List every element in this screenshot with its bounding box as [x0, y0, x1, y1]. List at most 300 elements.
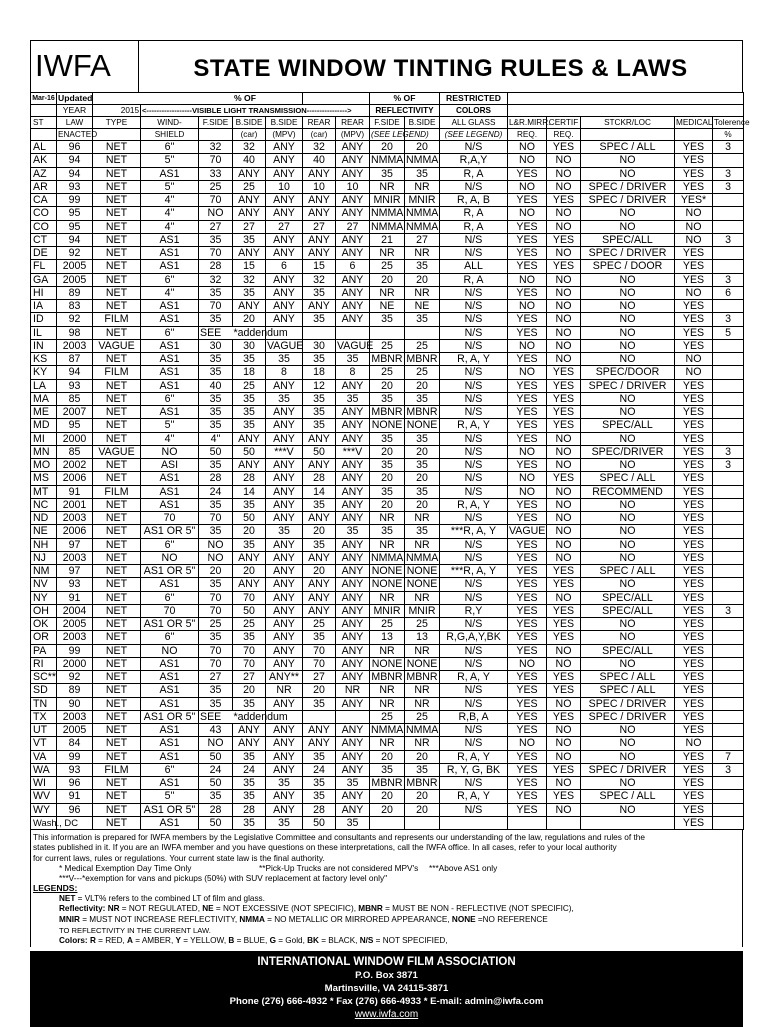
- rear-mpv-cell: 35: [336, 353, 370, 366]
- certif-req-cell: NO: [547, 247, 581, 260]
- rear-car-cell: 50: [303, 816, 336, 829]
- refl-front-side-cell: NONE: [370, 419, 405, 432]
- refl-front-side-cell: 35: [370, 432, 405, 445]
- certif-req-cell: [547, 816, 581, 829]
- back-side-car-cell: 35: [233, 498, 266, 511]
- medical-cell: YES: [675, 300, 713, 313]
- windshield-cell: 6": [141, 591, 199, 604]
- rear-car-cell: ANY: [303, 432, 336, 445]
- back-side-mpv-cell: ANY: [266, 419, 303, 432]
- back-side-car-cell: 27: [233, 220, 266, 233]
- rear-car-cell: 35: [303, 286, 336, 299]
- refl-back-side-cell: 35: [405, 167, 440, 180]
- sticker-location-cell: NO: [581, 618, 675, 631]
- rear-car-cell: 35: [303, 750, 336, 763]
- certif-req-cell: NO: [547, 432, 581, 445]
- refl-front-side-cell: NONE: [370, 565, 405, 578]
- medical-cell: NO: [675, 286, 713, 299]
- rear-mpv-cell: 10: [336, 180, 370, 193]
- windshield-cell: ASI: [141, 459, 199, 472]
- certif-req-cell: NO: [547, 750, 581, 763]
- tolerance-cell: [713, 512, 744, 525]
- certif-req-cell: NO: [547, 724, 581, 737]
- tolerance-cell: [713, 207, 744, 220]
- restricted-colors-cell: N/S: [440, 697, 508, 710]
- refl-back-side-cell: NMMA: [406, 220, 439, 233]
- restricted-colors-cell: N/S: [440, 445, 508, 458]
- tolerance-cell: [713, 247, 744, 260]
- windshield-cell: AS1 OR 5": [141, 803, 199, 816]
- front-side-cell: 70: [199, 512, 233, 525]
- state-cell: KY: [31, 366, 57, 379]
- windshield-cell: AS1: [141, 724, 199, 737]
- sticker-location-cell: SPEC / DRIVER: [581, 247, 675, 260]
- type-cell: NET: [93, 565, 141, 578]
- front-side-cell: 35: [199, 790, 233, 803]
- sticker-location-cell: NO: [581, 578, 675, 591]
- front-side-cell: 35: [199, 366, 233, 379]
- sticker-location-cell: SPEC/DOOR: [581, 366, 675, 379]
- type-cell: NET: [93, 207, 141, 220]
- sticker-location-cell: NO: [581, 326, 675, 339]
- restricted-colors-cell: N/S: [440, 300, 508, 313]
- rear-car-cell: ANY: [303, 591, 336, 604]
- front-side-cell: 35: [199, 313, 233, 326]
- state-cell: MN: [31, 445, 57, 458]
- law-enacted-cell: 94: [57, 233, 93, 246]
- medical-cell: YES: [675, 260, 713, 273]
- table-row: [31, 419, 744, 432]
- back-side-car-cell: 25: [233, 618, 266, 631]
- restricted-colors-cell: R, A, Y: [440, 498, 508, 511]
- mirrors-req-cell: YES: [508, 618, 547, 631]
- tolerance-cell: [713, 710, 744, 723]
- mirrors-req-cell: YES: [508, 644, 547, 657]
- sticker-location-cell: SPEC/ALL: [581, 604, 675, 617]
- table-row: [31, 233, 744, 246]
- certif-req-cell: YES: [547, 710, 581, 723]
- front-side-cell: 35: [199, 498, 233, 511]
- state-cell: CT: [31, 233, 57, 246]
- rear-car-cell: ANY: [303, 233, 336, 246]
- footer-contact: Phone (276) 666-4932 * Fax (276) 666-4933 * E-mail: admin@iwfa.com: [229, 995, 544, 1007]
- sticker-location-cell: NO: [581, 273, 675, 286]
- rear-car-cell: ANY: [303, 459, 336, 472]
- certif-req-cell: YES: [547, 631, 581, 644]
- mirrors-req-cell: NO: [508, 472, 547, 485]
- restricted-colors-cell: R,B, A: [440, 710, 508, 723]
- table-row: [31, 525, 744, 538]
- front-side-cell: NO: [199, 207, 233, 220]
- legend-colors: Colors: R = RED, A = AMBER, Y = YELLOW, B = BLUE, G = Gold, BK = BLACK, N/S = NOT SPECIFIED,: [59, 936, 448, 946]
- back-side-car-cell: 20: [233, 565, 266, 578]
- state-cell: AR: [31, 180, 57, 193]
- refl-front-side-header: F.SIDE: [370, 117, 405, 129]
- back-side-mpv-cell: ANY: [266, 604, 303, 617]
- front-side-cell: 70: [199, 657, 233, 670]
- rear-car-cell: 25: [303, 618, 336, 631]
- restricted-colors-cell: ***R, A, Y: [440, 525, 508, 538]
- back-side-car-cell: ANY: [233, 167, 266, 180]
- type-cell: NET: [93, 353, 141, 366]
- medical-cell: YES: [675, 644, 713, 657]
- law-enacted-cell: 2005: [57, 260, 93, 273]
- windshield-cell: 6": [141, 141, 199, 154]
- restricted-colors-cell: N/S: [440, 472, 508, 485]
- mirrors-req-cell: NO: [508, 300, 547, 313]
- refl-back-side-cell: NONE: [405, 565, 440, 578]
- state-cell: GA: [31, 273, 57, 286]
- restricted-colors-cell: N/S: [440, 737, 508, 750]
- certif-req-cell: NO: [547, 167, 581, 180]
- mirrors-req-cell: YES: [508, 167, 547, 180]
- back-side-mpv-cell: ANY: [266, 167, 303, 180]
- state-cell: NY: [31, 591, 57, 604]
- tolerance-cell: [713, 353, 744, 366]
- rear-car-cell: ANY: [303, 578, 336, 591]
- windshield-cell: AS1: [141, 485, 199, 498]
- disclaimer-line-1: This information is prepared for IWFA members by the Legislative Committee and consultants and represents our understanding of the law, regulations and rules of the: [33, 832, 645, 842]
- rear-mpv-cell: VAGUE: [337, 339, 374, 352]
- back-side-mpv-header: B.SIDE: [266, 117, 303, 129]
- state-cell: OH: [31, 604, 57, 617]
- refl-front-side-cell: 35: [370, 313, 405, 326]
- windshield-cell: 4": [141, 207, 199, 220]
- refl-front-side-cell: MNIR: [370, 604, 405, 617]
- law-enacted-cell: 2003: [57, 710, 93, 723]
- refl-back-side-cell: NR: [405, 737, 440, 750]
- certif-req-header: CERTIF: [547, 117, 581, 129]
- rear-car-cell: ANY: [303, 207, 336, 220]
- sticker-location-cell: NO: [581, 353, 675, 366]
- medical-cell: YES: [675, 485, 713, 498]
- sticker-location-cell: SPEC/ALL: [581, 591, 675, 604]
- mirrors-req-cell: YES: [508, 353, 547, 366]
- front-side-cell: 20: [199, 565, 233, 578]
- medical-cell: YES: [675, 498, 713, 511]
- back-side-car-cell: 35: [233, 777, 266, 790]
- mirrors-req-cell: YES: [508, 379, 547, 392]
- tolerance-cell: [713, 472, 744, 485]
- type-cell: NET: [93, 737, 141, 750]
- refl-back-side-cell: 35: [405, 313, 440, 326]
- refl-pct-cell: % OF: [370, 93, 440, 105]
- table-row: [31, 657, 744, 670]
- table-row: [31, 697, 744, 710]
- law-enacted-cell: 2002: [57, 459, 93, 472]
- windshield-cell: AS1: [141, 379, 199, 392]
- certif-req-cell: YES: [547, 671, 581, 684]
- certif-req-cell: YES: [547, 392, 581, 405]
- tolerance-cell: 5: [713, 326, 744, 339]
- tolerance-cell: [713, 618, 744, 631]
- type-cell: NET: [93, 300, 141, 313]
- sticker-location-cell: NO: [581, 286, 675, 299]
- back-side-mpv-cell: 35: [266, 777, 303, 790]
- back-side-car-cell: 30: [233, 339, 266, 352]
- law-enacted-cell: 89: [57, 286, 93, 299]
- refl-back-side-cell: NMMA: [406, 551, 439, 564]
- refl-front-side-cell: 13: [370, 631, 405, 644]
- rear-mpv-cell: ANY: [336, 671, 370, 684]
- law-enacted-cell: 94: [57, 154, 93, 167]
- front-side-cell: 35: [199, 631, 233, 644]
- rear-car-cell: 35: [303, 498, 336, 511]
- back-side-mpv-cell: ANY: [266, 273, 303, 286]
- back-side-car-cell: 70: [233, 644, 266, 657]
- type-cell: VAGUE: [93, 339, 141, 352]
- back-side-car-cell: 32: [233, 141, 266, 154]
- sticker-location-cell: SPEC / DOOR: [581, 260, 675, 273]
- state-cell: TX: [31, 710, 57, 723]
- windshield-cell: AS1: [141, 167, 199, 180]
- type-cell: NET: [93, 286, 141, 299]
- certif-req-cell: NO: [547, 803, 581, 816]
- law-enacted-cell: 2000: [57, 432, 93, 445]
- sticker-location-cell: SPEC / ALL: [581, 671, 675, 684]
- tolerance-cell: [713, 803, 744, 816]
- mirrors-req-cell: YES: [508, 406, 547, 419]
- restricted-colors-cell: N/S: [440, 777, 508, 790]
- sticker-location-cell: SPEC / DRIVER: [581, 180, 675, 193]
- front-side-cell: 35: [199, 419, 233, 432]
- table-row: [31, 339, 744, 352]
- state-cell: NJ: [31, 551, 57, 564]
- type-cell: NET: [93, 525, 141, 538]
- medical-cell: YES: [675, 631, 713, 644]
- mirrors-req-cell: YES: [508, 512, 547, 525]
- refl-back-side-cell: NR: [405, 538, 440, 551]
- restricted-colors-cell: R, Y, G, BK: [440, 763, 508, 776]
- refl-back-side-cell: MBNR: [406, 671, 438, 684]
- back-side-mpv-cell: NR: [266, 684, 303, 697]
- refl-back-side-cell: 13: [405, 631, 440, 644]
- back-side-mpv-cell: ANY: [266, 697, 303, 710]
- state-header: ST: [31, 117, 57, 129]
- state-cell: WA: [31, 763, 57, 776]
- medical-cell: YES: [675, 273, 713, 286]
- rear-mpv-cell: 35: [336, 392, 370, 405]
- type-cell: NET: [93, 657, 141, 670]
- sticker-location-cell: SPEC / DRIVER: [581, 697, 675, 710]
- sticker-location-cell: SPEC / ALL: [581, 141, 675, 154]
- certif-req-cell: YES: [547, 684, 581, 697]
- back-side-mpv-cell: 35: [266, 525, 303, 538]
- type-cell: FILM: [93, 366, 141, 379]
- restricted-colors-cell: N/S: [440, 392, 508, 405]
- refl-front-side-cell: MBNR: [371, 353, 403, 366]
- mirrors-req-cell: YES: [508, 763, 547, 776]
- mirrors-req-cell: YES: [508, 459, 547, 472]
- back-side-car-cell: 35: [233, 631, 266, 644]
- restricted-colors-cell: N/S: [440, 724, 508, 737]
- tolerance-cell: [713, 485, 744, 498]
- medical-cell: YES: [675, 379, 713, 392]
- footer-website-link[interactable]: www.iwfa.com: [354, 1008, 419, 1020]
- restricted-colors-cell: R, A, Y: [440, 790, 508, 803]
- mirrors-req-cell: YES: [508, 286, 547, 299]
- medical-cell: NO: [675, 353, 713, 366]
- certif-req-cell: NO: [547, 286, 581, 299]
- windshield-cell: AS1: [141, 671, 199, 684]
- table-row: [31, 472, 744, 485]
- refl-back-side-cell: 25: [405, 710, 440, 723]
- tolerance-cell: [713, 671, 744, 684]
- rear-mpv-cell: ANY: [336, 485, 370, 498]
- law-enacted-cell: 89: [57, 684, 93, 697]
- type-cell: NET: [93, 194, 141, 207]
- back-side-car-cell: *addendum: [233, 326, 288, 339]
- front-side-cell: 40: [199, 379, 233, 392]
- restricted-colors-cell: N/S: [440, 339, 508, 352]
- law-enacted-cell: 96: [57, 141, 93, 154]
- rear-car-cell: 20: [303, 525, 336, 538]
- refl-back-side-cell: NR: [405, 591, 440, 604]
- windshield-cell: 5": [141, 180, 199, 193]
- type-cell: NET: [93, 432, 141, 445]
- rear-car-cell: 35: [303, 790, 336, 803]
- table-row: [31, 538, 744, 551]
- refl-front-side-cell: 20: [370, 498, 405, 511]
- mirrors-req-cell: YES: [508, 551, 547, 564]
- mirrors-req-cell: YES: [508, 671, 547, 684]
- mirrors-req-cell: YES: [508, 591, 547, 604]
- rear-car-cell: 35: [303, 419, 336, 432]
- rear-mpv-cell: ANY: [336, 273, 370, 286]
- mirrors-req-cell: YES: [508, 565, 547, 578]
- state-cell: WI: [31, 777, 57, 790]
- table-row: [31, 353, 744, 366]
- rear-mpv-cell: ANY: [336, 591, 370, 604]
- back-side-car-cell: 35: [233, 233, 266, 246]
- refl-front-side-cell: MBNR: [371, 777, 403, 790]
- rear-car-cell: 35: [303, 777, 336, 790]
- law-enacted-cell: 92: [57, 247, 93, 260]
- windshield-cell: NO: [141, 551, 199, 564]
- law-enacted-cell: 2003: [57, 631, 93, 644]
- footer: [30, 951, 743, 1027]
- sticker-location-cell: NO: [581, 512, 675, 525]
- restricted-colors-cell: N/S: [440, 618, 508, 631]
- back-side-car-cell: 50: [233, 512, 266, 525]
- rear-mpv-cell: ANY: [336, 379, 370, 392]
- back-side-car-cell: 35: [233, 816, 266, 829]
- windshield-cell: AS1: [141, 657, 199, 670]
- refl-front-side-cell: NMMA: [371, 207, 404, 220]
- state-cell: NE: [31, 525, 57, 538]
- updated-cell: Updated: [58, 93, 93, 103]
- back-side-car-cell: ANY: [233, 459, 266, 472]
- tolerance-cell: [713, 591, 744, 604]
- certif-req-cell: NO: [547, 459, 581, 472]
- sticker-location-cell: SPEC/ALL: [581, 419, 675, 432]
- tolerance-cell: [713, 644, 744, 657]
- law-enacted-header: LAW: [57, 117, 93, 129]
- rear-car-cell: 20: [303, 684, 336, 697]
- mirrors-req-cell: VAGUE: [509, 525, 546, 538]
- windshield-cell: AS1: [141, 750, 199, 763]
- table-row: [31, 816, 744, 829]
- medical-cell: NO: [675, 366, 713, 379]
- certif-req-cell: NO: [547, 300, 581, 313]
- medical-cell: YES: [675, 406, 713, 419]
- medical-cell: YES: [675, 551, 713, 564]
- sticker-location-cell: SPEC/ALL: [581, 233, 675, 246]
- colors-header: COLORS: [440, 105, 508, 117]
- front-side-cell: 4": [199, 432, 233, 445]
- windshield-subheader: SHIELD: [141, 129, 199, 141]
- tolerance-cell: 3: [713, 459, 744, 472]
- refl-front-side-cell: NR: [370, 737, 405, 750]
- tolerance-cell: [713, 657, 744, 670]
- sticker-location-cell: NO: [581, 750, 675, 763]
- law-enacted-cell: 98: [57, 326, 93, 339]
- state-cell: NC: [31, 498, 57, 511]
- rear-car-cell: 14: [303, 485, 336, 498]
- mirrors-req-cell: YES: [508, 578, 547, 591]
- type-cell: NET: [93, 379, 141, 392]
- type-cell: NET: [93, 247, 141, 260]
- sticker-location-cell: NO: [581, 392, 675, 405]
- state-cell: SD: [31, 684, 57, 697]
- refl-front-side-cell: NMMA: [371, 724, 404, 737]
- law-enacted-cell: 84: [57, 737, 93, 750]
- back-side-mpv-cell: ANY: [266, 644, 303, 657]
- front-side-cell: 70: [199, 247, 233, 260]
- rear-mpv-cell: ANY: [336, 724, 370, 737]
- certif-req-cell: NO: [547, 551, 581, 564]
- rear-car-cell: 35: [303, 631, 336, 644]
- windshield-cell: 70: [141, 604, 199, 617]
- back-side-mpv-cell: ANY: [266, 485, 303, 498]
- rear-car-cell: 28: [303, 803, 336, 816]
- state-cell: WV: [31, 790, 57, 803]
- medical-cell: YES: [675, 180, 713, 193]
- type-cell: NET: [93, 472, 141, 485]
- refl-back-side-cell: NR: [405, 180, 440, 193]
- back-side-mpv-cell: ANY: [266, 737, 303, 750]
- refl-back-side-cell: NONE: [405, 419, 440, 432]
- certif-req-cell: NO: [547, 657, 581, 670]
- sticker-location-cell: SPEC / DRIVER: [581, 763, 675, 776]
- type-cell: NET: [93, 220, 141, 233]
- medical-cell: YES: [675, 591, 713, 604]
- state-cell: VT: [31, 737, 57, 750]
- tolerance-cell: [713, 366, 744, 379]
- refl-front-side-cell: MBNR: [371, 671, 403, 684]
- table-row: [31, 379, 744, 392]
- tolerance-cell: [713, 419, 744, 432]
- state-cell: NM: [31, 565, 57, 578]
- certif-req-cell: NO: [547, 591, 581, 604]
- restricted-colors-cell: N/S: [440, 366, 508, 379]
- sticker-location-cell: NO: [581, 538, 675, 551]
- windshield-cell: 5": [141, 419, 199, 432]
- mirrors-req-header: L&R.MIRR.: [509, 118, 551, 127]
- restricted-colors-cell: N/S: [440, 286, 508, 299]
- restricted-colors-cell: N/S: [440, 578, 508, 591]
- footer-org: INTERNATIONAL WINDOW FILM ASSOCIATION: [257, 955, 516, 968]
- type-cell: FILM: [93, 763, 141, 776]
- vlt-header: <------------------VISIBLE LIGHT TRANSMISSION---------------->: [141, 105, 370, 117]
- mirrors-req-cell: NO: [508, 273, 547, 286]
- tolerance-cell: [713, 724, 744, 737]
- medical-cell: YES: [675, 578, 713, 591]
- back-side-car-cell: ANY: [233, 724, 266, 737]
- back-side-mpv-cell: ANY: [266, 512, 303, 525]
- certif-req-cell: NO: [547, 154, 581, 167]
- front-side-cell: 32: [199, 141, 233, 154]
